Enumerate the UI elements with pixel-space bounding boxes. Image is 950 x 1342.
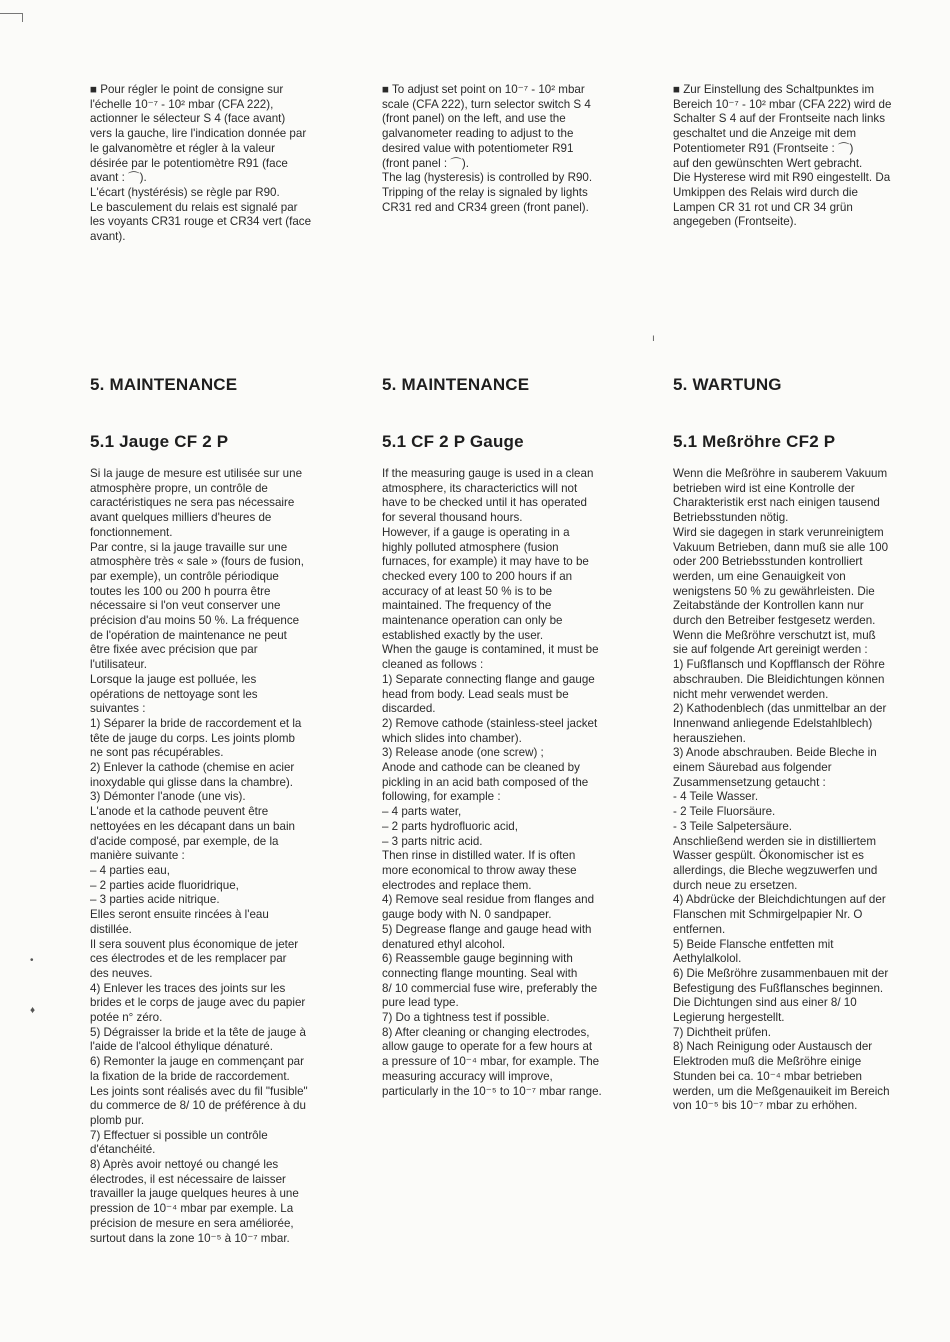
text-line: accuracy of at least 50 % is to be (382, 584, 553, 598)
text-line: maintained. The frequency of the (382, 599, 552, 613)
text-line: – 3 parties acide nitrique. (90, 893, 220, 907)
text-line: 5) Beide Flansche entfetten mit (673, 937, 834, 951)
text-line: The lag (hysteresis) is controlled by R90. (382, 171, 593, 185)
text-line: Tripping of the relay is signaled by lights (382, 185, 588, 199)
text-line: Lorsque la jauge est polluée, les (90, 672, 257, 686)
text-line: surtout dans la zone 10⁻⁵ à 10⁻⁷ mbar. (90, 1231, 290, 1245)
text-line: Par contre, si la jauge travaille sur une (90, 540, 288, 554)
text-line: 5) Dégraisser la bride et la tête de jauge à (90, 1025, 306, 1039)
french-intro-paragraph (90, 83, 358, 245)
text-line: checked every 100 to 200 hours if an (382, 569, 573, 583)
text-line: atmosphere, its characterictics will not (382, 481, 578, 495)
text-line: scale (CFA 222), turn selector switch S 4 (382, 97, 591, 111)
text-line: Wasser gespült. Ökonomischer ist es (673, 849, 864, 863)
text-line: actionner le sélecteur S 4 (face avant) (90, 112, 286, 126)
text-line: 7) Dichtheit prüfen. (673, 1025, 771, 1039)
text-line: Flanschen mit Schmirgelpapier Nr. O (673, 908, 863, 922)
text-line: maintenance operation can only be (382, 614, 563, 628)
german-subsection-title: 5.1 Meßröhre CF2 P (673, 432, 836, 451)
text-line: Lampen CR 31 rot und CR 34 grün (673, 200, 853, 214)
text-line: – 4 parties eau, (90, 863, 170, 877)
text-line: du commerce de 8/ 10 de préférence à du (90, 1099, 306, 1113)
text-line: CR31 red and CR34 green (front panel). (382, 200, 589, 214)
text-line: – 2 parties acide fluoridrique, (90, 878, 239, 892)
text-line: 2) Remove cathode (stainless-steel jacket (382, 716, 598, 730)
text-line: la fixation de la bride de raccordement. (90, 1069, 290, 1083)
text-line: suivantes : (90, 702, 146, 716)
text-line: de l'opération de maintenance ne peut (90, 628, 287, 642)
text-line: précision de mesure en sera améliorée, (90, 1216, 294, 1230)
text-line: Si la jauge de mesure est utilisée sur une (90, 467, 303, 480)
text-line: Zusammensetzung getaucht : (673, 775, 826, 789)
text-line: Zeitabstände der Kontrollen kann nur (673, 599, 864, 613)
text-line: Befestigung des Fußflansches beginnen. (673, 981, 884, 995)
text-line: 8) After cleaning or changing electrodes, (382, 1025, 590, 1039)
text-line: 3) Anode abschrauben. Beide Bleche in (673, 746, 877, 760)
text-line: 3) Release anode (one screw) ; (382, 746, 544, 760)
text-line: 3) Démonter l'anode (une vis). (90, 790, 246, 804)
text-line: opérations de nettoyage sont les (90, 687, 258, 701)
text-line: 6) Remonter la jauge en commençant par (90, 1055, 304, 1069)
text-line: sie auf folgende Art gereinigt werden : (673, 643, 868, 657)
text-line: When the gauge is contamined, it must be (382, 643, 599, 657)
text-line: - 3 Teile Salpetersäure. (673, 819, 793, 833)
english-maintenance-text (382, 467, 650, 1099)
text-line: 1) Fußflansch und Kopfflansch der Röhre (673, 658, 885, 672)
text-line: allow gauge to operate for a few hours at (382, 1040, 593, 1054)
text-line: désirée par le potentiomètre R91 (face (90, 156, 288, 170)
text-line: d'étanchéité. (90, 1143, 156, 1157)
text-line: électrodes, il est nécessaire de laisser (90, 1172, 286, 1186)
french-subsection-title: 5.1 Jauge CF 2 P (90, 432, 229, 451)
text-line: – 2 parts hydrofluoric acid, (382, 819, 518, 833)
text-line: nicht mehr verwendet werden. (673, 687, 829, 701)
text-line: (front panel : ⌒). (382, 156, 469, 170)
text-line: (front panel) on the left, and use the (382, 112, 566, 126)
text-line: connecting flange mounting. Seal with (382, 966, 578, 980)
text-line: betrieben wird ist eine Kontrolle der (673, 481, 855, 495)
text-line: Schalter S 4 auf der Frontseite nach links (673, 112, 886, 126)
text-line: auf den gewünschten Wert gebracht. (673, 156, 863, 170)
text-line: Elles seront ensuite rincées à l'eau (90, 908, 269, 922)
text-line: durch neue zu ersetzen. (673, 878, 798, 892)
text-line: Betriebsstunden nötig. (673, 511, 789, 525)
text-line: highly polluted atmosphere (fusion (382, 540, 559, 554)
scan-corner-mark (0, 13, 23, 22)
text-line: Legierung hergestellt. (673, 1011, 785, 1025)
text-line: werden, um eine Genauigkeit von (673, 569, 846, 583)
text-line: allerdings, die Bleche wegzuwerfen und (673, 863, 878, 877)
text-line: nécessaire si l'on veut conserver une (90, 599, 281, 613)
text-line: 4) Enlever les traces des joints sur les (90, 981, 286, 995)
text-line: 4) Remove seal residue from flanges and (382, 893, 595, 907)
text-line: werden, um die Meßgenauikeit im Bereich (673, 1084, 890, 1098)
text-line: Die Dichtungen sind aus einer 8/ 10 (673, 996, 857, 1010)
text-line: Charakteristik erst nach einigen tausend (673, 496, 880, 510)
german-maintenance-text (673, 467, 941, 1114)
text-line: angegeben (Frontseite). (673, 215, 797, 229)
text-line: wenigstens 50 % zu gewährleisten. Die (673, 584, 875, 598)
text-line: toutes les 100 ou 200 h pourra être (90, 584, 271, 598)
french-section-title: 5. MAINTENANCE (90, 375, 238, 394)
text-line: Wenn die Meßröhre in sauberem Vakuum (673, 467, 888, 480)
text-line: 2) Enlever la cathode (chemise en acier (90, 761, 295, 775)
text-line: entfernen. (673, 922, 726, 936)
text-line: cleaned as follows : (382, 658, 484, 672)
text-line: Elektroden muß die Meßröhre einige (673, 1055, 862, 1069)
text-line: gauge body with N. 0 sandpaper. (382, 908, 552, 922)
text-line: electrodes and replace them. (382, 878, 532, 892)
text-line: If the measuring gauge is used in a clean (382, 467, 594, 480)
text-line: - 4 Teile Wasser. (673, 790, 759, 804)
text-line: brides et le corps de jauge avec du papier (90, 996, 306, 1010)
text-line: 6) Reassemble gauge beginning with (382, 952, 573, 966)
text-line: established exactly by the user. (382, 628, 544, 642)
text-line: herausziehen. (673, 731, 746, 745)
text-line: furnaces, for example) it may have to be (382, 555, 589, 569)
text-line: 8/ 10 commercial fuse wire, preferably the (382, 981, 598, 995)
text-line: des neuves. (90, 966, 153, 980)
text-line: 2) Kathodenblech (das unmittelbar an der (673, 702, 887, 716)
text-line: Then rinse in distilled water. If is often (382, 849, 576, 863)
text-line: l'échelle 10⁻⁷ - 10² mbar (CFA 222), (90, 97, 274, 111)
text-line: Die Hysterese wird mit R90 eingestellt. Da (673, 171, 891, 185)
text-line: le galvanomètre et régler à la valeur (90, 141, 275, 155)
text-line: discarded. (382, 702, 436, 716)
text-line: être fixée avec précision que par (90, 643, 258, 657)
text-line: 1) Separate connecting flange and gauge (382, 672, 595, 686)
text-line: Vakuum Betrieben, dann muß sie alle 100 (673, 540, 889, 554)
text-line: avant quelques milliers d'heures de (90, 511, 272, 525)
text-line: L'écart (hystérésis) se règle par R90. (90, 185, 280, 199)
text-line: ne sont pas récupérables. (90, 746, 224, 760)
text-line: einem Säurebad aus folgender (673, 761, 832, 775)
text-line: ■ Pour régler le point de consigne sur (90, 83, 284, 96)
text-line: précision d'au moins 50 %. La fréquence (90, 614, 300, 628)
english-section-title: 5. MAINTENANCE (382, 375, 530, 394)
text-line: l'aide de l'alcool éthylique dénaturé. (90, 1040, 273, 1054)
text-line: distillée. (90, 922, 132, 936)
text-line: However, if a gauge is operating in a (382, 525, 570, 539)
text-line: par exemple), un contrôle périodique (90, 569, 279, 583)
text-line: measuring accuracy will improve, (382, 1069, 553, 1083)
text-line: oder 200 Betriebsstunden kontrolliert (673, 555, 863, 569)
text-line: Stunden bei ca. 10⁻⁴ mbar betrieben (673, 1069, 862, 1083)
text-line: Les joints sont réalisés avec du fil "fusible" (90, 1084, 308, 1098)
text-line: ■ To adjust set point on 10⁻⁷ - 10² mbar (382, 83, 585, 96)
text-line: Umkippen des Relais wird durch die (673, 185, 858, 199)
text-line: avant). (90, 230, 126, 244)
text-line: Aethylalkolol. (673, 952, 742, 966)
text-line: plomb pur. (90, 1113, 145, 1127)
text-line: vers la gauche, lire l'indication donnée par (90, 127, 307, 141)
text-line: tête de jauge du corps. Les joints plomb (90, 731, 295, 745)
text-line: manière suivante : (90, 849, 185, 863)
text-line: pure lead type. (382, 996, 459, 1010)
text-line: nettoyées en les décapant dans un bain (90, 819, 295, 833)
text-line: ■ Zur Einstellung des Schaltpunktes im (673, 83, 874, 96)
text-line: atmosphère propre, un contrôle de (90, 481, 268, 495)
text-line: les voyants CR31 rouge et CR34 vert (face (90, 215, 312, 229)
text-line: following, for example : (382, 790, 501, 804)
french-maintenance-text (90, 467, 358, 1246)
text-line: denatured ethyl alcohol. (382, 937, 506, 951)
text-line: galvanometer reading to adjust to the (382, 127, 574, 141)
text-line: Wird sie dagegen in stark verunreinigtem (673, 525, 884, 539)
text-line: 7) Effectuer si possible un contrôle (90, 1128, 268, 1142)
german-section-title: 5. WARTUNG (673, 375, 782, 394)
text-line: for several thousand hours. (382, 511, 523, 525)
text-line: l'utilisateur. (90, 658, 147, 672)
text-line: – 4 parts water, (382, 805, 462, 819)
text-line: Wenn die Meßröhre verschutzt ist, muß (673, 628, 876, 642)
text-line: ces électrodes et de les remplacer par (90, 952, 287, 966)
text-line: pression de 10⁻⁴ mbar par exemple. La (90, 1202, 294, 1216)
text-line: Anschließend werden sie in distilliertem (673, 834, 876, 848)
text-line: 6) Die Meßröhre zusammenbauen mit der (673, 966, 889, 980)
text-line: Innenwand anliegende Edelstahlblech) (673, 716, 873, 730)
text-line: pickling in an acid bath composed of the (382, 775, 589, 789)
text-line: inoxydable qui glisse dans la chambre). (90, 775, 294, 789)
german-intro-paragraph (673, 83, 941, 230)
text-line: Il sera souvent plus économique de jeter (90, 937, 299, 951)
text-line: a pressure of 10⁻⁴ mbar, for example. The (382, 1055, 600, 1069)
text-line: 7) Do a tightness test if possible. (382, 1011, 550, 1025)
scan-speck: • (30, 955, 34, 966)
text-line: 1) Séparer la bride de raccordement et la (90, 716, 302, 730)
text-line: which slides into chamber). (382, 731, 522, 745)
text-line: 4) Abdrücke der Bleichdichtungen auf der (673, 893, 886, 907)
text-line: fonctionnement. (90, 525, 173, 539)
english-subsection-title: 5.1 CF 2 P Gauge (382, 432, 524, 451)
text-line: atmosphère très « sale » (fours de fusion, (90, 555, 304, 569)
text-line: d'acide composé, par exemple, de la (90, 834, 279, 848)
text-line: Bereich 10⁻⁷ - 10² mbar (CFA 222) wird de (673, 97, 892, 111)
text-line: head from body. Lead seals must be (382, 687, 569, 701)
text-line: von 10⁻⁵ bis 10⁻⁷ mbar zu erhöhen. (673, 1099, 858, 1113)
text-line: potée n° zéro. (90, 1011, 163, 1025)
scan-speck: ♦ (30, 1005, 36, 1016)
text-line: avant : ⌒). (90, 171, 147, 185)
scan-speck: ı (652, 333, 655, 344)
text-line: have to be checked until it has operated (382, 496, 587, 510)
text-line: 8) Après avoir nettoyé ou changé les (90, 1158, 279, 1172)
text-line: desired value with potentiometer R91 (382, 141, 574, 155)
text-line: abschrauben. Die Bleidichtungen können (673, 672, 885, 686)
text-line: 8) Nach Reinigung oder Austausch der (673, 1040, 873, 1054)
text-line: 5) Degrease flange and gauge head with (382, 922, 592, 936)
text-line: more economical to throw away these (382, 863, 577, 877)
text-line: travailler la jauge quelques heures à une (90, 1187, 299, 1201)
text-line: geschaltet und die Anzeige mit dem (673, 127, 857, 141)
text-line: Le basculement du relais est signalé par (90, 200, 298, 214)
text-line: L'anode et la cathode peuvent être (90, 805, 269, 819)
text-line: - 2 Teile Fluorsäure. (673, 805, 776, 819)
text-line: particularly in the 10⁻⁵ to 10⁻⁷ mbar range. (382, 1084, 602, 1098)
text-line: – 3 parts nitric acid. (382, 834, 483, 848)
text-line: Potentiometer R91 (Frontseite : ⌒) (673, 141, 854, 155)
english-intro-paragraph (382, 83, 650, 215)
text-line: Anode and cathode can be cleaned by (382, 761, 580, 775)
text-line: caractéristiques ne sera pas nécessaire (90, 496, 295, 510)
text-line: durch den Betreiber festgesetz werden. (673, 614, 876, 628)
